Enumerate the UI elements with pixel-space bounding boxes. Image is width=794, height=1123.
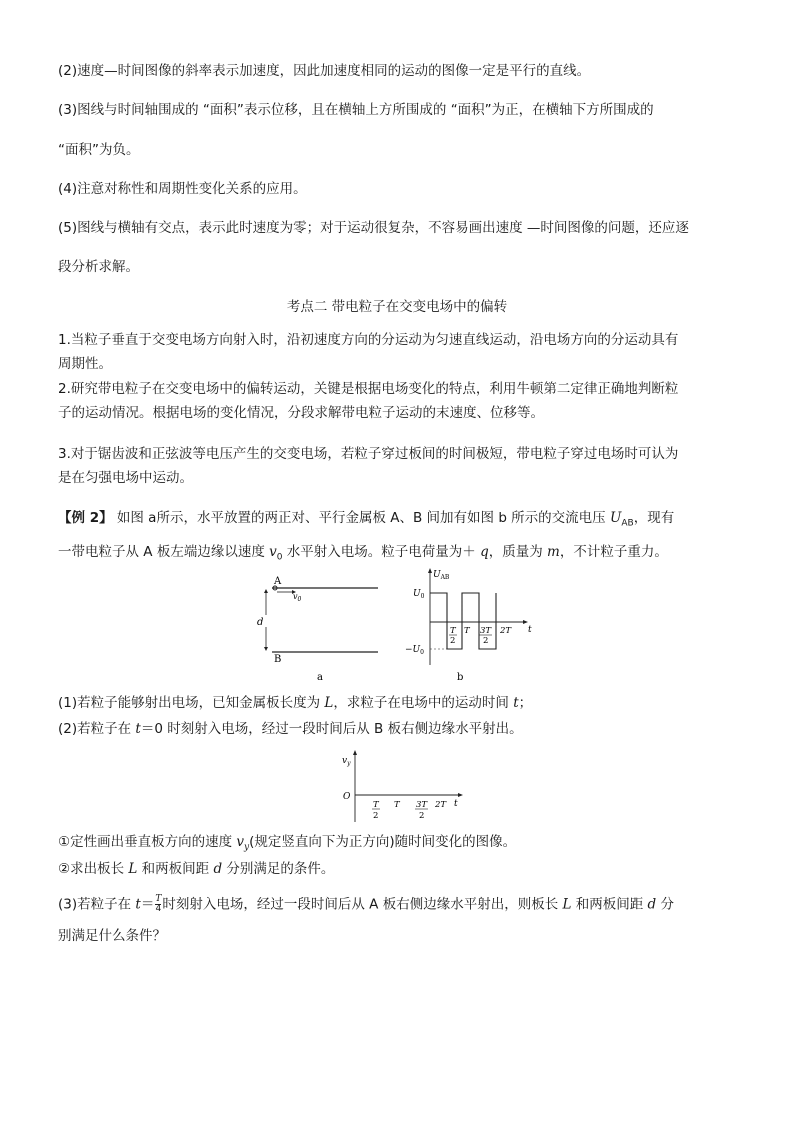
question-text: ； [518,695,533,711]
time-symbol: t [513,695,519,711]
question-text: 分 [656,896,674,913]
tick-t-half-num: T [450,626,456,636]
velocity-symbol: v [236,834,245,850]
question-1 [58,694,532,712]
question-text: ，求粒子在电场中的运动时间 [333,695,514,711]
section-p2-line1: 2.研究带电粒子在交变电场中的偏转运动，关键是根据电场变化的特点，利用牛顿第二定律正确地判断粒 [58,381,679,397]
tick-3t-half-den: 2 [419,811,425,821]
velocity-label: $v_0$ [293,592,302,603]
example-text: ，不计粒子重力。 [559,544,668,560]
example-text: ，现有 [633,510,675,526]
figures-ab [250,565,550,685]
section-p1-line1: 1.当粒子垂直于交变电场方向射入时，沿初速度方向的分运动为匀速直线运动，沿电场方向的分运动具有 [58,332,679,348]
section-p1-line2: 周期性。 [58,356,112,372]
question-text: (规定竖直向下为正方向)随时间变化的图像。 [249,834,517,850]
example-text: 一带电粒子从 A 板左端边缘以速度 [58,544,270,560]
distance-arrowhead-bottom [264,647,268,651]
velocity-symbol: v [269,544,277,560]
section-p3-line1: 3.对于锯齿波和正弦波等电压产生的交变电场，若粒子穿过板间的时间极短，带电粒子穿过电场时可认为 [58,446,679,462]
question-text: ＝0 时刻射入电场，经过一段时间后从 B 板右侧边缘水平射出。 [140,721,523,737]
tick-3t-half-den: 2 [483,636,489,646]
tick-2t: 2T [435,800,447,810]
velocity-subscript: y [244,842,250,853]
figure-b [405,568,532,683]
velocity-subscript: 0 [276,552,283,563]
tick-t-half-den: 2 [373,811,379,821]
note-4: (4)注意对称性和周期性变化关系的应用。 [58,181,307,197]
section-p2-line2: 子的运动情况。根据电场的变化情况，分段求解带电粒子运动的末速度、位移等。 [58,405,544,421]
t-axis-arrowhead [523,620,528,624]
question-text: (1)若粒子能够射出电场，已知金属板长度为 [58,695,325,711]
voltage-symbol: U [609,510,622,526]
vy-axis-label: $v_y$ [342,756,351,767]
fraction-numerator: T [155,894,162,904]
section-title: 考点二 带电粒子在交变电场中的偏转 [286,299,508,315]
tick-t-half-den: 2 [450,636,456,646]
tick-3t-half-num: 3T [416,800,428,810]
tick-t: T [394,800,400,810]
plate-a-label: A [274,576,282,587]
example-line2 [58,543,668,567]
note-5-line2: 段分析求解。 [58,259,139,275]
example-label: 【例 2】 [58,510,113,526]
caption-a: a [317,672,323,683]
distance-arrowhead-top [264,589,268,593]
question-3-line2: 别满足什么条件？ [58,928,166,944]
t-axis-label: t [528,625,532,635]
figure-c [330,748,470,824]
length-symbol: L [562,896,572,913]
example-text: 如图 a所示，水平放置的两正对、平行金属板 A、B 间加有如图 b 所示的交流电压 [116,510,610,526]
question-2 [58,720,523,738]
note-2: (2)速度—时间图像的斜率表示加速度，因此加速度相同的运动的图像一定是平行的直线。 [58,63,591,79]
equals-sign: ＝ [140,896,155,913]
y-axis-label: $U_{AB}$ [433,570,450,581]
t-axis-label: t [454,799,458,809]
vy-axis-arrowhead [353,750,357,755]
question-2-part-1 [58,833,516,857]
caption-b: b [457,672,464,683]
y-axis-arrowhead [428,568,432,573]
neg-u0-label: $-U_0$ [405,645,424,656]
tick-2t: 2T [500,626,512,636]
distance-label: d [257,617,264,628]
length-symbol: L [324,695,334,711]
voltage-subscript: AB [621,518,634,529]
tick-t-half-num: T [373,800,379,810]
fraction-denominator: 4 [155,904,162,914]
mass-symbol: m [547,544,560,560]
question-text: ②求出板长 [58,861,129,877]
time-symbol: t [135,896,141,913]
question-text: 分别满足的条件。 [222,861,335,877]
question-text: 和两板间距 [137,861,214,877]
t-axis-arrowhead [458,793,463,797]
fraction-t-over-4 [155,895,161,914]
note-5-line1: (5)图线与横轴有交点，表示此时速度为零；对于运动很复杂，不容易画出速度 —时间图像的问题，还应逐 [58,220,689,236]
note-3-line2: “面积”为负。 [58,142,140,158]
example-line1 [58,509,674,533]
origin-label: O [343,792,351,802]
question-text: (3)若粒子在 [58,896,136,913]
question-text: 和两板间距 [571,896,648,913]
question-text: ①定性画出垂直板方向的速度 [58,834,237,850]
distance-symbol: d [213,861,223,877]
time-symbol: t [135,721,141,737]
question-2-part-2 [58,860,334,878]
example-text: ，质量为 [488,544,548,560]
charge-symbol: q [480,544,489,560]
note-3-line1: (3)图线与时间轴围成的 “面积”表示位移，且在横轴上方所围成的 “面积”为正，在横轴下方所围成的 [58,102,654,118]
tick-3t-half-num: 3T [480,626,492,636]
example-text: 水平射入电场。粒子电荷量为＋ [282,544,481,560]
plate-b-label: B [274,654,282,665]
figure-a [257,576,378,683]
length-symbol: L [128,861,138,877]
tick-t: T [464,626,470,636]
section-p3-line2: 是在匀强电场中运动。 [58,470,193,486]
distance-symbol: d [647,896,657,913]
u0-label: $U_0$ [413,589,425,600]
question-3-line1 [58,895,674,914]
question-text: 时刻射入电场，经过一段时间后从 A 板右侧边缘水平射出，则板长 [162,896,563,913]
question-text: (2)若粒子在 [58,721,136,737]
